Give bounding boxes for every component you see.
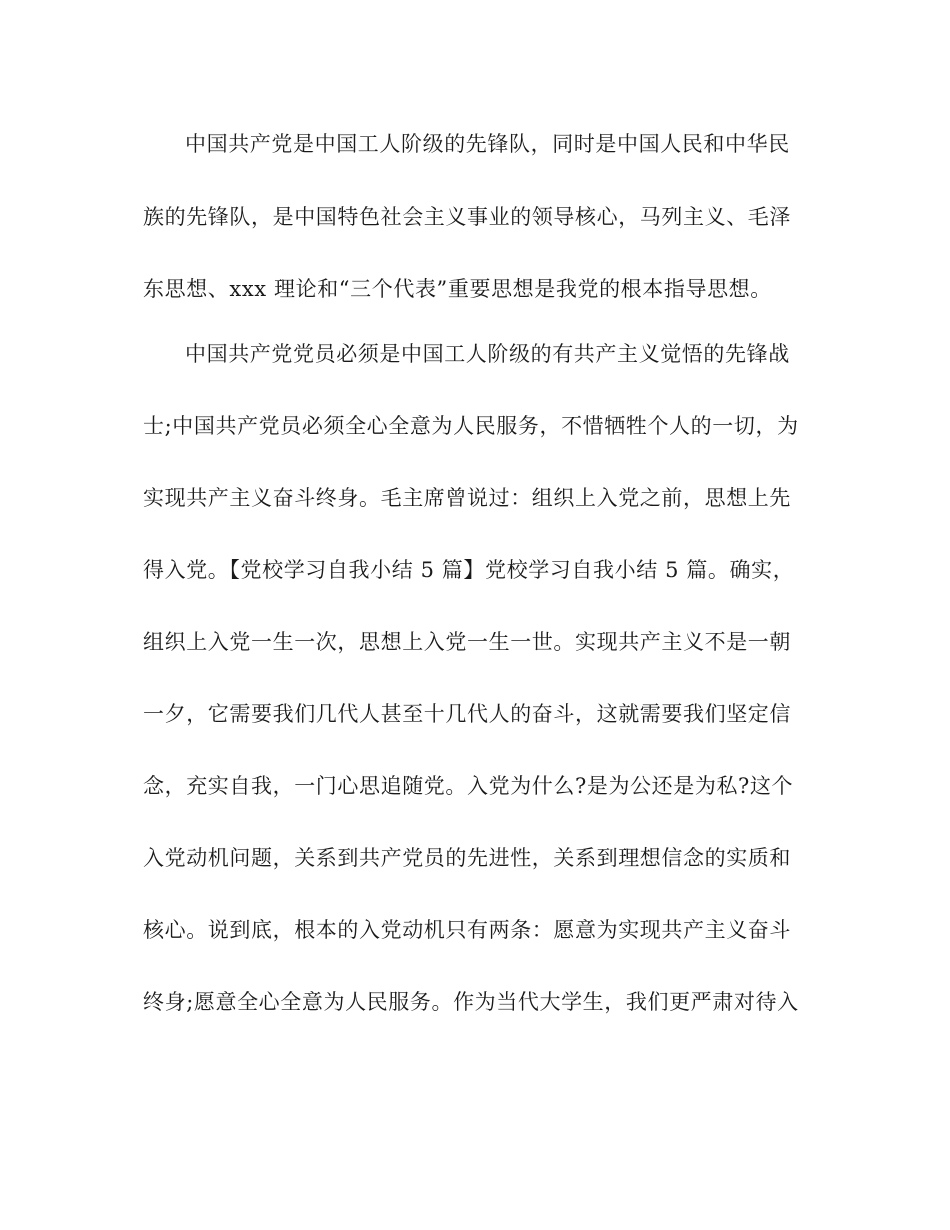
paragraph-2-line-7: 念，充实自我，一门心思追随党。入党为什么?是为公还是为私?这个: [143, 774, 794, 798]
paragraph-2-line-9: 核心。说到底，根本的入党动机只有两条：愿意为实现共产主义奋斗: [143, 918, 791, 942]
paragraph-2-line-4: 得入党。【党校学习自我小结 5 篇】党校学习自我小结 5 篇。确实，: [143, 558, 795, 582]
paragraph-1-line-2: 族的先锋队，是中国特色社会主义事业的领导核心，马列主义、毛泽: [143, 205, 791, 229]
paragraph-2-line-8: 入党动机问题，关系到共产党员的先进性，关系到理想信念的实质和: [143, 846, 791, 870]
paragraph-1-line-3: 东思想、xxx 理论和“三个代表”重要思想是我党的根本指导思想。: [143, 277, 772, 301]
paragraph-2-line-10: 终身;愿意全心全意为人民服务。作为当代大学生，我们更严肃对待入: [143, 990, 799, 1014]
paragraph-1-line-1: 中国共产党是中国工人阶级的先锋队，同时是中国人民和中华民: [185, 132, 790, 156]
paragraph-2-line-6: 一夕，它需要我们几代人甚至十几代人的奋斗，这就需要我们坚定信: [143, 702, 791, 726]
paragraph-2-line-1: 中国共产党党员必须是中国工人阶级的有共产主义觉悟的先锋战: [185, 342, 790, 366]
paragraph-2-line-5: 组织上入党一生一次，思想上入党一生一世。实现共产主义不是一朝: [143, 630, 791, 654]
paragraph-2-line-3: 实现共产主义奋斗终身。毛主席曾说过：组织上入党之前，思想上先: [143, 486, 791, 510]
paragraph-2-line-2: 士;中国共产党员必须全心全意为人民服务，不惜牺牲个人的一切，为: [143, 414, 799, 438]
